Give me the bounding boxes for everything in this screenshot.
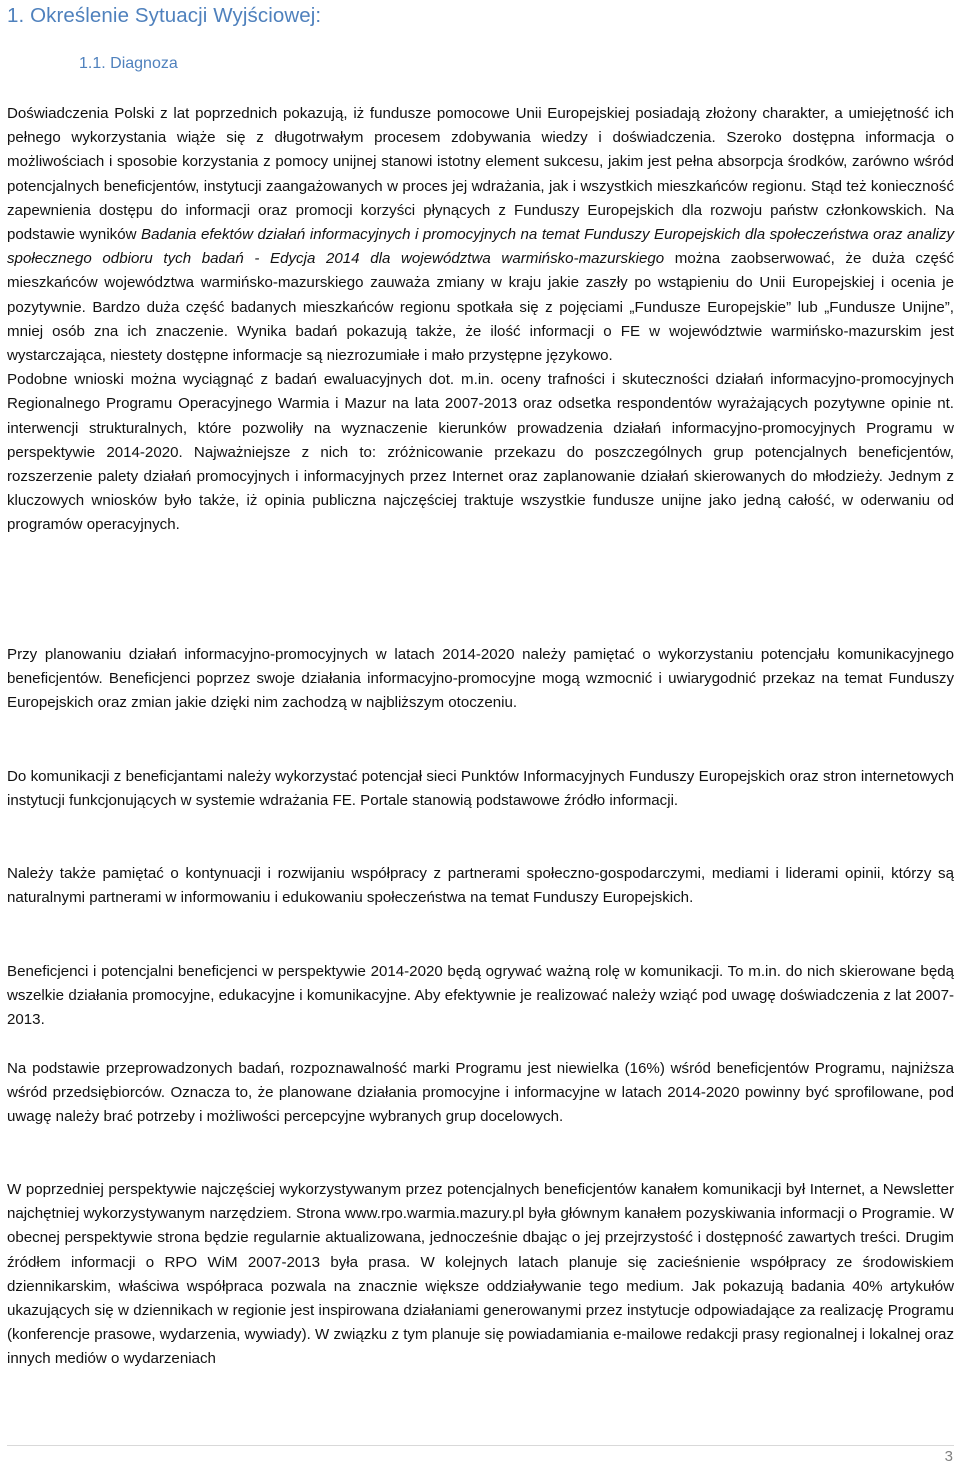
section-heading: 1. Określenie Sytuacji Wyjściowej:: [7, 4, 322, 27]
paragraph-channels: W poprzedniej perspektywie najczęściej wykorzystywanym przez potencjalnych beneficjentów kanałem komunikacji był Internet, a Newsletter najchętniej wykorzystywanym narzędziem. Strona www.rpo.warmia.mazury.pl była głównym kanałem pozyskiwania informacji o Programie. W obecnej perspektywie strona będzie regularnie aktualizowana, jednocześnie dbając o jej przejrzystość i dostępność zawartych treści. Drugim źródłem informacji o RPO WiM 2007-2013 była prasa. W kolejnych latach planuje się zacieśnienie współpracy ze środowiskiem dziennikarskim, właściwa współpraca pozwala na znacznie większe oddziaływanie tego medium. Jak pokazują badania 40% artykułów ukazujących się w dziennikach w regionie jest inspirowana działaniami generowanymi przez instytucje odpowiadające za realizację Programu (konferencje prasowe, wydarzenia, wywiady). W związku z tym planuje się powiadamiania e-mailowe redakcji prasy regionalnej i lokalnej oraz innych mediów o wydarzeniach: [7, 1181, 954, 1368]
footer-divider: [7, 1445, 954, 1446]
paragraph-planning: Przy planowaniu działań informacyjno-promocyjnych w latach 2014-2020 należy pamiętać o wykorzystaniu potencjału komunikacyjnego beneficjentów. Beneficjenci poprzez swoje działania informacyjno-promocyjne mogą wzmocnić i uwiarygodnić przekaz na temat Funduszy Europejskich oraz zmian jakie dzięki nim zachodzą w najbliższym otoczeniu.: [7, 646, 954, 712]
paragraph-brand-recognition: Na podstawie przeprowadzonych badań, rozpoznawalność marki Programu jest niewielka (16%) wśród beneficjentów Programu, najniższa wśród przedsiębiorców. Oznacza to, że planowane działania promocyjne i informacyjne w latach 2014-2020 powinny być sprofilowane, pod uwagę należy brać potrzeby i możliwości percepcyjne wybranych grup docelowych.: [7, 1060, 954, 1126]
paragraph-diagnosis-part1: Doświadczenia Polski z lat poprzednich pokazują, iż fundusze pomocowe Unii Europejskiej posiadają złożony charakter, a umiejętność ich pełnego wykorzystania wiąże się z długotrwałym procesem zdobywania wiedzy i doświadczenia. Szeroko dostępna informacja o możliwościach i sposobie korzystania z pomocy unijnej stanowi istotny element sukcesu, jakim jest pełna absorpcja środków, zarówno wśród potencjalnych beneficjentów, instytucji zaangażowanych w proces jej wdrażania, jak i wszystkich mieszkańców regionu. Stąd też konieczność zapewnienia dostępu do informacji oraz promocji korzyści płynących z Funduszy Europejskich dla rozwoju państw członkowskich. Na podstawie wyników: [7, 105, 954, 244]
paragraph-partners: Należy także pamiętać o kontynuacji i rozwijaniu współpracy z partnerami społeczno-gospodarczymi, mediami i liderami opinii, którzy są naturalnymi partnerami w informowaniu i edukowaniu społeczeństwa na temat Funduszy Europejskich.: [7, 865, 954, 907]
paragraph-diagnosis: [7, 102, 954, 538]
subsection-heading: 1.1. Diagnoza: [79, 55, 178, 72]
paragraph-communication: Do komunikacji z beneficjantami należy wykorzystać potencjał sieci Punktów Informacyjnych Funduszy Europejskich oraz stron internetowych instytucji funkcjonujących w systemie wdrażania FE. Portale stanowią podstawowe źródło informacji.: [7, 768, 954, 810]
page-number: 3: [944, 1448, 953, 1465]
paragraph-diagnosis-part2: można zaobserwować, że duża część mieszkańców województwa warmińsko-mazurskiego zauważa zmiany w kraju jakie zaszły po wstąpieniu do Unii Europejskiej i ocenia je pozytywnie. Bardzo duża część badanych mieszkańców regionu spotkała się z pojęciami „Fundusze Europejskie” lub „Fundusze Unijne”, mniej osób zna ich znaczenie. Wynika badań pokazują także, że ilość informacji o FE w województwie warmińsko-mazurskim jest wystarczająca, niestety dostępne informacje są niezrozumiałe i mało przystępne językowo.: [7, 250, 954, 365]
paragraph-beneficiaries: Beneficjenci i potencjalni beneficjenci w perspektywie 2014-2020 będą ogrywać ważną rolę w komunikacji. To m.in. do nich skierowane będą wszelkie działania promocyjne, edukacyjne i komunikacyjne. Aby efektywnie je realizować należy wziąć pod uwagę doświadczenia z lat 2007-2013.: [7, 963, 954, 1029]
paragraph-diagnosis-part3: Podobne wnioski można wyciągnąć z badań ewaluacyjnych dot. m.in. oceny trafności i skuteczności działań informacyjno-promocyjnych Regionalnego Programu Operacyjnego Warmia i Mazur na lata 2007-2013 oraz odsetka respondentów wyrażających pozytywne opinie nt. interwencji strukturalnych, które pozwoliły na wyznaczenie kierunków prowadzenia działań informacyjno-promocyjnych Programu w perspektywie 2014-2020. Najważniejsze z nich to: zróżnicowanie przekazu do poszczególnych grup potencjalnych beneficjentów, rozszerzenie palety działań promocyjnych i informacyjnych przez Internet oraz zaplanowanie działań skierowanych do młodzieży. Jednym z kluczowych wniosków było także, iż opinia publiczna najczęściej traktuje wszystkie fundusze unijne jako jedną całość, w oderwaniu od programów operacyjnych.: [7, 371, 954, 534]
study-title-italic: Badania efektów działań informacyjnych i promocyjnych na temat Funduszy Europejskich dla społeczeństwa oraz analizy społecznego odbioru tych badań - Edycja 2014 dla województwa warmińsko-mazurskiego: [7, 226, 955, 268]
